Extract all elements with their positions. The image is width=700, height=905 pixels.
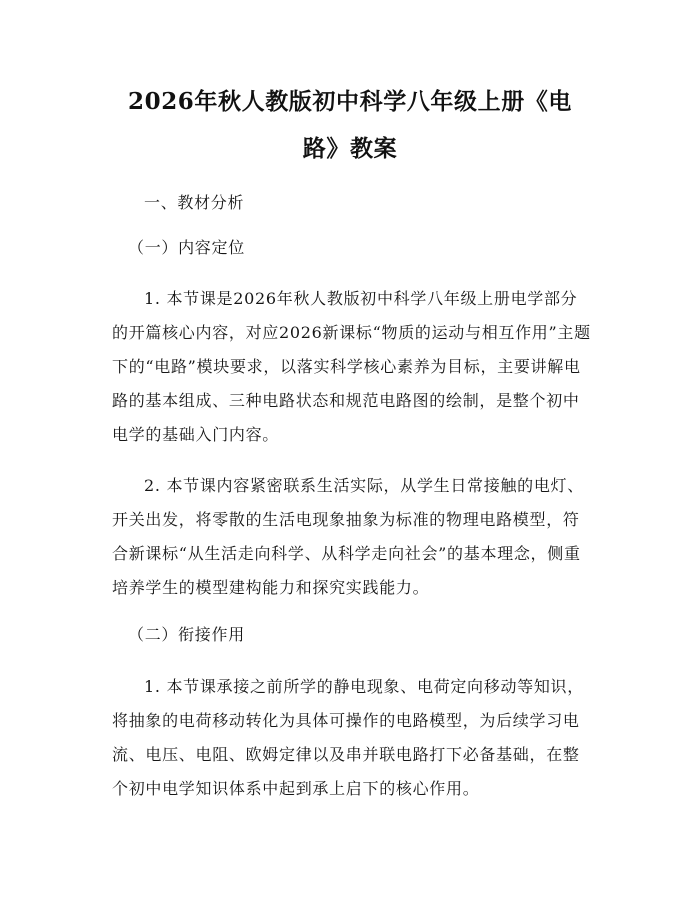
paragraph-content-positioning-1: 1. 本节课是2026年秋人教版初中科学八年级上册电学部分的开篇核心内容，对应2026新课标“物质的运动与相互作用”主题下的“电路”模块要求，以落实科学核心素养为目标，主要讲解电路的基本组成、三种电路状态和规范电路图的绘制，是整个初中电学的基础入门内容。 <box>112 289 591 444</box>
paragraph-bridging-role-1: 1. 本节课承接之前所学的静电现象、电荷定向移动等知识，将抽象的电荷移动转化为具体可操作的电路模型，为后续学习电流、电压、电阻、欧姆定律以及串并联电路打下必备基础，在整个初中电学知识体系中起到承上启下的核心作用。 <box>112 677 584 798</box>
subsection-heading-bridging-role: （二）衔接作用 <box>128 625 245 644</box>
section-heading-textbook-analysis: 一、教材分析 <box>144 193 245 212</box>
subsection-heading-content-positioning: （一）内容定位 <box>128 238 245 257</box>
paragraph-content-positioning-2: 2. 本节课内容紧密联系生活实际，从学生日常接触的电灯、开关出发，将零散的生活电现象抽象为标准的物理电路模型，符合新课标“从生活走向科学、从科学走向社会”的基本理念，侧重培养学生的模型建构能力和探究实践能力。 <box>112 476 584 597</box>
document-title: 2026年秋人教版初中科学八年级上册《电路》教案 <box>127 88 572 162</box>
